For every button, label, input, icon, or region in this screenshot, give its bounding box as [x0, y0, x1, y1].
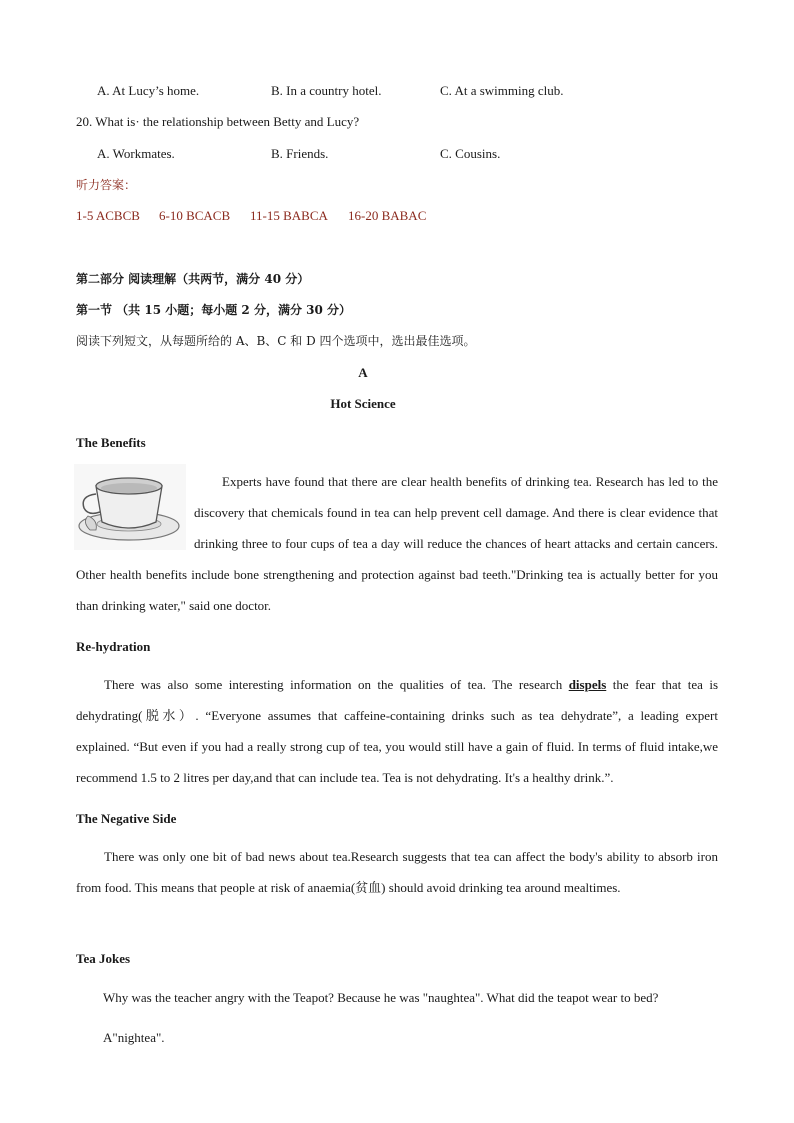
benefits-heading: The Benefits: [76, 435, 146, 450]
jokes-line-2: A"nightea".: [103, 1030, 165, 1045]
rehydration-paragraph: [76, 669, 718, 793]
q19-option-b: B. In a country hotel.: [271, 83, 382, 98]
rehydration-heading: Re-hydration: [76, 639, 151, 654]
q19-option-c: C. At a swimming club.: [440, 83, 564, 98]
answers-group-2: 6-10 BCACB: [159, 208, 231, 223]
benefits-text: Experts have found that there are clear health benefits of drinking tea. Research has led to the discovery that chemicals found in tea can help prevent cell damage. And there is clear evidence that drinking three to four cups of tea a day will reduce the chances of heart attacks and certain cancers. Other health benefits include bone strengthening and protection against bad teeth."Drinking tea is actually better for you than drinking water," said one doctor.: [76, 474, 718, 613]
passage-letter: A: [358, 365, 368, 380]
q20-option-c: C. Cousins.: [440, 146, 501, 161]
q20-option-b: B. Friends.: [271, 146, 329, 161]
passage-title: Hot Science: [330, 396, 396, 411]
rehydration-text-end: the fear that tea is dehydrating(脱水）. “Everyone assumes that caffeine-containing drinks such as tea dehydrate”, a leading expert explained. “But even if you had a really strong cup of tea, you would still have a gain of fluid. In terms of fluid intake,we recommend 1.5 to 2 litres per day,and that can include tea. Tea is not dehydrating. It's a healthy drink.”.: [76, 677, 719, 785]
rehydration-keyword: dispels: [568, 677, 607, 692]
negative-text: There was only one bit of bad news about tea.Research suggests that tea can affect the body's ability to absorb iron from food. This means that people at risk of anaemia(贫血) should avoid drinking tea around mealtimes.: [76, 849, 718, 895]
negative-paragraph: [76, 841, 718, 903]
rehydration-text-start: There was also some interesting information on the qualities of tea. The research: [104, 677, 569, 692]
part2-heading: 第二部分 阅读理解（共两节，满分 40 分）: [76, 272, 310, 286]
part2-instruction: 阅读下列短文，从每题所给的 A、B、C 和 D 四个选项中，选出最佳选项。: [76, 334, 476, 348]
listening-answers-label: 听力答案：: [76, 178, 137, 192]
jokes-line-1: Why was the teacher angry with the Teapot? Because he was "naughtea". What did the teapot wear to bed?: [103, 990, 659, 1005]
part2-section1: 第一节 （共 15 小题；每小题 2 分，满分 30 分）: [76, 303, 351, 317]
answers-group-4: 16-20 BABAC: [348, 208, 427, 223]
benefits-paragraph: [76, 466, 718, 621]
jokes-heading: Tea Jokes: [76, 951, 131, 966]
q20-option-a: A. Workmates.: [97, 146, 175, 161]
q20-question: 20. What is· the relationship between Betty and Lucy?: [76, 114, 360, 129]
q19-option-a: A. At Lucy’s home.: [97, 83, 200, 98]
negative-heading: The Negative Side: [76, 811, 177, 826]
answers-group-1: 1-5 ACBCB: [76, 208, 140, 223]
answers-group-3: 11-15 BABCA: [250, 208, 328, 223]
